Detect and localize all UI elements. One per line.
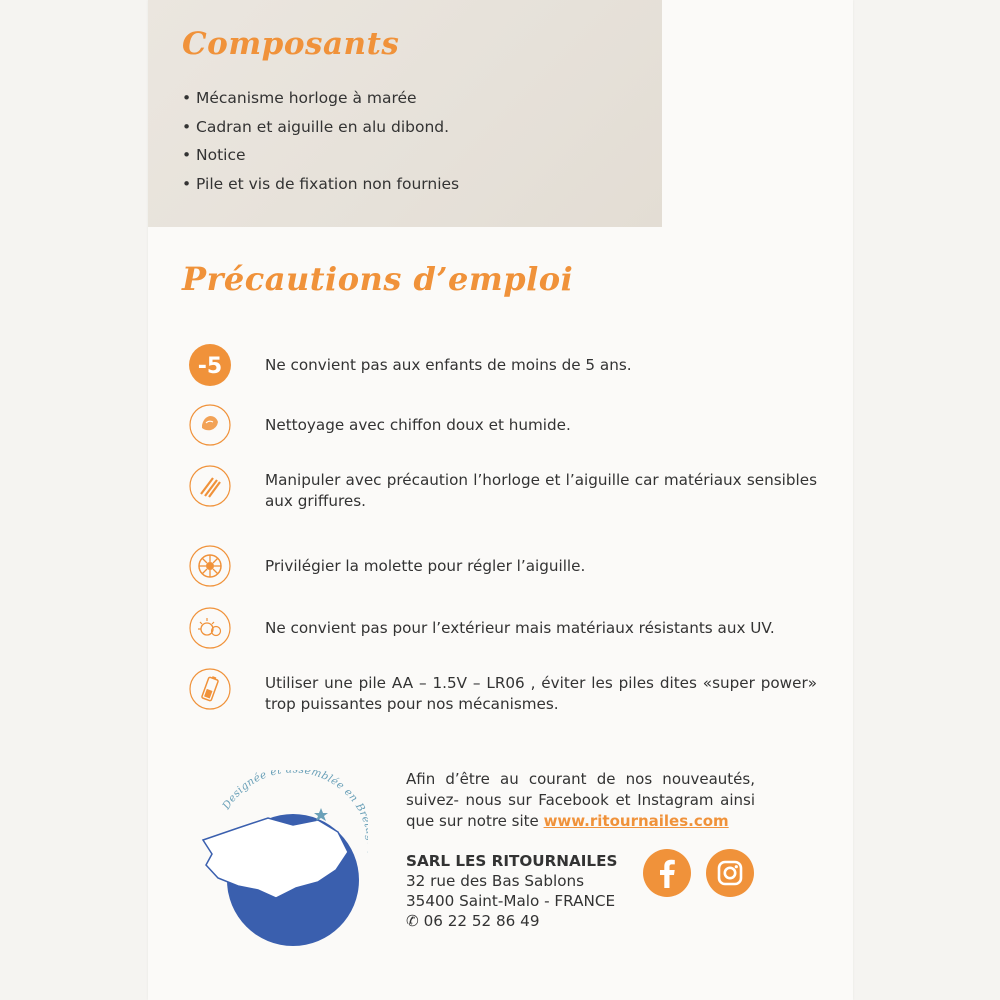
precaution-age: [186, 341, 826, 397]
scratch-marks-icon: [186, 462, 234, 510]
precaution-text: Ne convient pas aux enfants de moins de 5 ans.: [265, 356, 632, 374]
cloth-cleaning-icon: [186, 401, 234, 449]
facebook-icon[interactable]: [642, 848, 692, 898]
list-item: • Cadran et aiguille en alu dibond.: [182, 117, 450, 136]
precaution-text: Manipuler avec précaution l’horloge et l’aiguille car matériaux sensibles aux griffures.: [265, 471, 817, 510]
follow-us-text: Afin d’être au courant de nos nouveautés, suivez- nous sur Facebook et Instagram ainsi que sur notre site www.ritournailes.com: [406, 770, 755, 830]
address-line: 32 rue des Bas Sablons: [406, 872, 585, 890]
precaution-cleaning: [186, 401, 826, 457]
company-name: SARL LES RITOURNAILES: [406, 852, 618, 870]
list-item: • Mécanisme horloge à marée: [182, 89, 417, 107]
bretagne-badge: [198, 770, 368, 950]
precaution-battery: [186, 665, 826, 721]
precaution-scratches: [186, 462, 826, 518]
composants-title: Composants: [182, 26, 400, 62]
website-link[interactable]: www.ritournailes.com: [543, 812, 729, 830]
svg-text:-5: -5: [197, 354, 223, 379]
age-minus-5-icon: [186, 341, 234, 389]
precaution-text: Utiliser une pile AA – 1.5V – LR06 , éviter les piles dites «super power» trop puissantes pour nos mécanismes.: [265, 674, 817, 713]
company-address: [406, 851, 617, 931]
instagram-icon[interactable]: [705, 848, 755, 898]
composants-list: [182, 84, 459, 199]
list-item: • Notice: [182, 146, 246, 165]
precaution-text: Ne convient pas pour l’extérieur mais matériaux résistants aux UV.: [265, 619, 775, 637]
address-line: 35400 Saint-Malo - FRANCE: [406, 892, 616, 910]
list-item: • Pile et vis de fixation non fournies: [182, 175, 460, 194]
dial-wheel-icon: [186, 542, 234, 590]
precaution-dial: [186, 542, 826, 598]
svg-text:Designée et assemblée en Breta: Designée et emblée en B: [220, 770, 368, 815]
battery-icon: [186, 665, 234, 713]
precautions-title: Précautions d’emploi: [182, 260, 574, 298]
sun-uv-icon: [186, 604, 234, 652]
phone-line: ✆ 06 22 52 86 49: [406, 912, 540, 930]
precaution-text: Nettoyage avec chiffon doux et humide.: [265, 416, 571, 434]
precaution-uv: [186, 604, 826, 660]
precaution-text: Privilégier la molette pour régler l’aiguille.: [265, 557, 586, 575]
phone-icon: ✆: [406, 912, 424, 930]
